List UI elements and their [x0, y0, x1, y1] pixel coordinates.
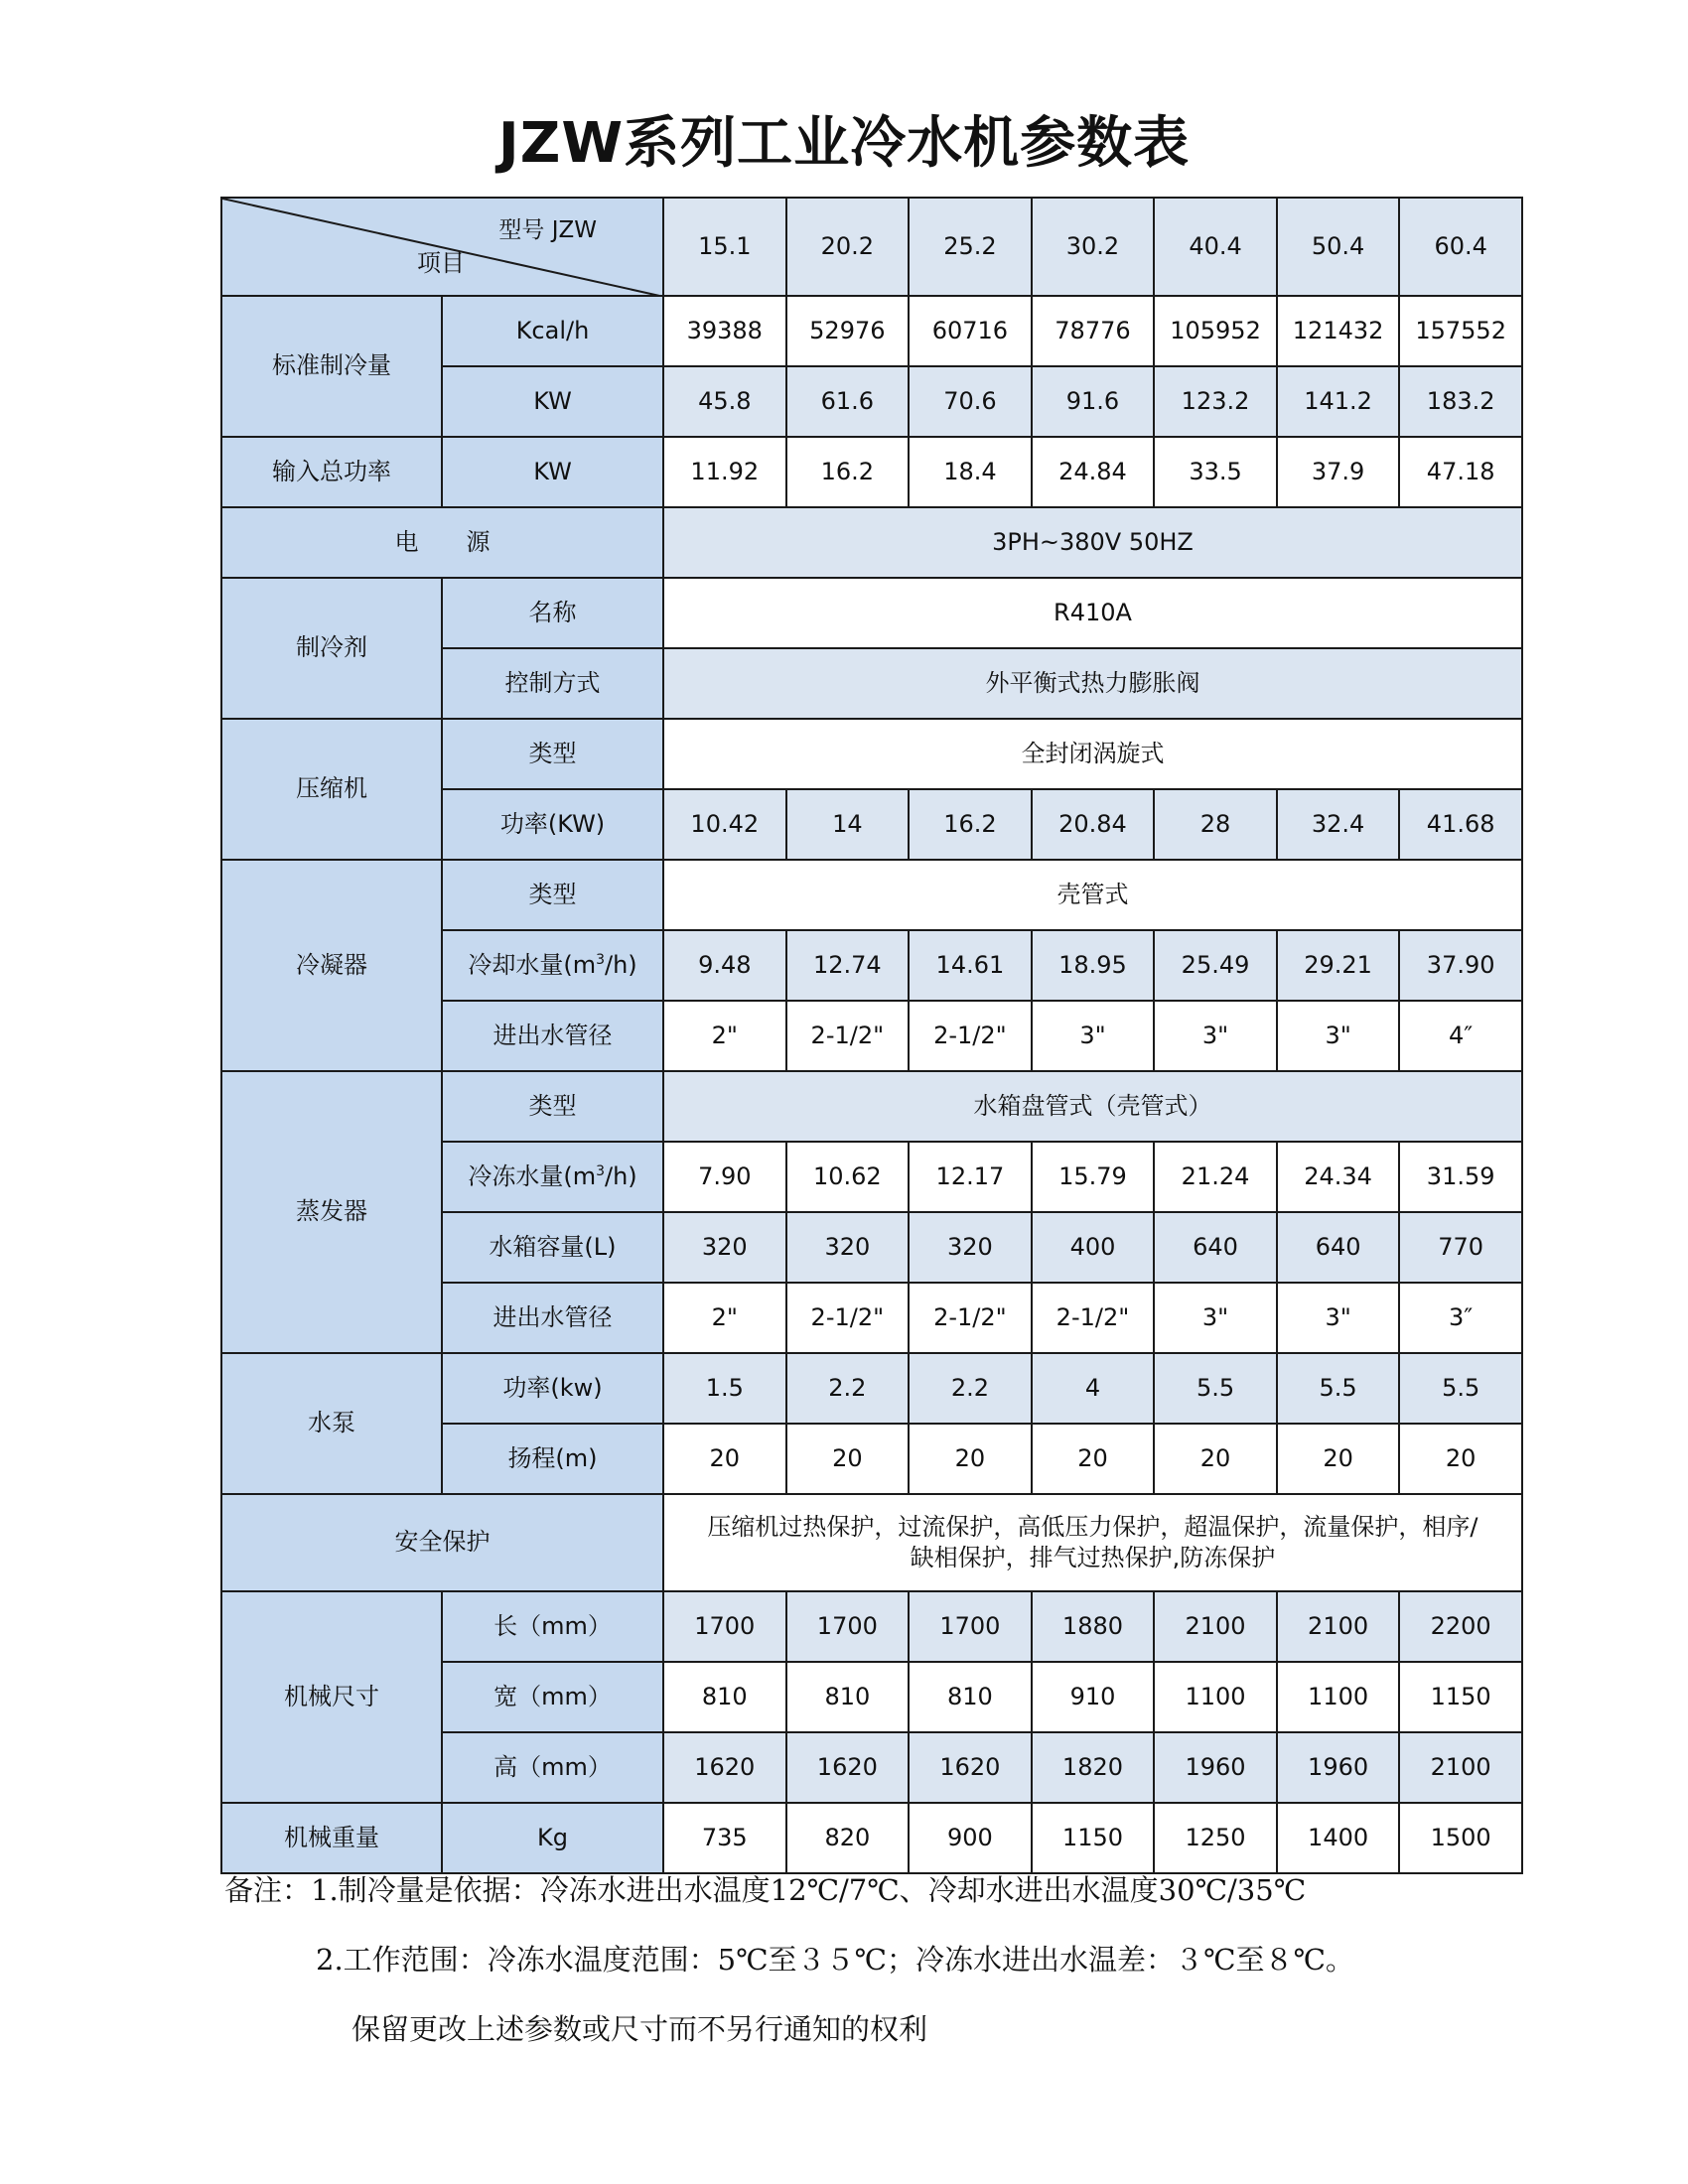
value-cell: 2100 [1399, 1732, 1522, 1803]
value-cell: 91.6 [1032, 366, 1155, 437]
model-cell: 40.4 [1154, 198, 1277, 296]
value-cell: 2.2 [909, 1353, 1032, 1424]
value-cell: 2-1/2" [786, 1283, 910, 1353]
safety-line-2: 缺相保护，排气过热保护,防冻保护 [910, 1544, 1276, 1571]
cooling-label: 标准制冷量 [221, 296, 442, 437]
power-supply-row [221, 507, 1522, 578]
item-label: 项目 [417, 249, 465, 277]
value-cell: 7.90 [663, 1142, 786, 1212]
value-cell: 41.68 [1399, 789, 1522, 860]
value-cell: 12.17 [909, 1142, 1032, 1212]
header-corner-cell [221, 198, 663, 296]
refrigerant-label: 制冷剂 [221, 578, 442, 719]
safety-line-1: 压缩机过热保护，过流保护，高低压力保护，超温保护，流量保护，相序/ [707, 1512, 1478, 1541]
value-cell: 1400 [1277, 1803, 1400, 1873]
value-cell: 4 [1032, 1353, 1155, 1424]
compressor-type-row [221, 719, 1522, 789]
value-cell: 2" [663, 1001, 786, 1071]
value-cell: 1150 [1032, 1803, 1155, 1873]
value-cell: 3" [1032, 1001, 1155, 1071]
evaporator-type-label: 类型 [442, 1071, 663, 1142]
weight-label: 机械重量 [221, 1803, 442, 1873]
value-cell: 1620 [663, 1732, 786, 1803]
value-cell: 14 [786, 789, 910, 860]
pump-label: 水泵 [221, 1353, 442, 1494]
dimensions-label: 机械尺寸 [221, 1591, 442, 1803]
dim-width-label: 宽（mm） [442, 1662, 663, 1732]
value-cell: 16.2 [786, 437, 910, 507]
value-cell: 28 [1154, 789, 1277, 860]
value-cell: 31.59 [1399, 1142, 1522, 1212]
value-cell: 900 [909, 1803, 1032, 1873]
note-line-2: 2.工作范围：冷冻水温度范围：5℃至３５℃；冷冻水进出水温差：３℃至８℃。 [316, 1943, 1354, 1977]
cooling-kcal-row [221, 296, 1522, 366]
safety-label: 安全保护 [221, 1494, 663, 1591]
value-cell: 2100 [1154, 1591, 1277, 1662]
safety-row [221, 1494, 1522, 1591]
value-cell: 52976 [786, 296, 910, 366]
model-cell: 15.1 [663, 198, 786, 296]
value-cell: 1960 [1277, 1732, 1400, 1803]
value-cell: 78776 [1032, 296, 1155, 366]
cooling-kcal-unit: Kcal/h [442, 296, 663, 366]
header-row [221, 198, 1522, 296]
value-cell: 10.42 [663, 789, 786, 860]
value-cell: 1960 [1154, 1732, 1277, 1803]
value-cell: 61.6 [786, 366, 910, 437]
value-cell: 1100 [1154, 1662, 1277, 1732]
dim-length-label: 长（mm） [442, 1591, 663, 1662]
value-cell: 21.24 [1154, 1142, 1277, 1212]
value-cell: 640 [1277, 1212, 1400, 1283]
value-cell: 2" [663, 1283, 786, 1353]
value-cell: 9.48 [663, 930, 786, 1001]
evaporator-tank-label: 水箱容量(L) [442, 1212, 663, 1283]
dim-length-row [221, 1591, 1522, 1662]
value-cell: 1620 [786, 1732, 910, 1803]
condenser-type-value: 壳管式 [663, 860, 1522, 930]
pump-power-label: 功率(kw) [442, 1353, 663, 1424]
refrigerant-control-label: 控制方式 [442, 648, 663, 719]
value-cell: 20 [1277, 1424, 1400, 1494]
value-cell: 810 [663, 1662, 786, 1732]
value-cell: 1880 [1032, 1591, 1155, 1662]
model-cell: 50.4 [1277, 198, 1400, 296]
value-cell: 18.95 [1032, 930, 1155, 1001]
weight-row [221, 1803, 1522, 1873]
value-cell: 24.34 [1277, 1142, 1400, 1212]
value-cell: 11.92 [663, 437, 786, 507]
spec-table [220, 197, 1523, 1874]
power-supply-value: 3PH~380V 50HZ [663, 507, 1522, 578]
value-cell: 45.8 [663, 366, 786, 437]
evaporator-pipe-label: 进出水管径 [442, 1283, 663, 1353]
compressor-type-label: 类型 [442, 719, 663, 789]
value-cell: 3" [1277, 1001, 1400, 1071]
refrigerant-name-value: R410A [663, 578, 1522, 648]
value-cell: 400 [1032, 1212, 1155, 1283]
value-cell: 3" [1154, 1283, 1277, 1353]
value-cell: 735 [663, 1803, 786, 1873]
condenser-label: 冷凝器 [221, 860, 442, 1071]
value-cell: 24.84 [1032, 437, 1155, 507]
power-supply-label: 电 源 [221, 507, 663, 578]
cooling-kw-unit: KW [442, 366, 663, 437]
value-cell: 5.5 [1154, 1353, 1277, 1424]
refrigerant-control-value: 外平衡式热力膨胀阀 [663, 648, 1522, 719]
weight-unit: Kg [442, 1803, 663, 1873]
value-cell: 33.5 [1154, 437, 1277, 507]
model-cell: 60.4 [1399, 198, 1522, 296]
value-cell: 910 [1032, 1662, 1155, 1732]
model-cell: 20.2 [786, 198, 910, 296]
value-cell: 70.6 [909, 366, 1032, 437]
value-cell: 20 [1154, 1424, 1277, 1494]
value-cell: 37.9 [1277, 437, 1400, 507]
value-cell: 1100 [1277, 1662, 1400, 1732]
value-cell: 10.62 [786, 1142, 910, 1212]
value-cell: 20 [1032, 1424, 1155, 1494]
evaporator-label: 蒸发器 [221, 1071, 442, 1353]
condenser-flow-label: 冷却水量$(m^3/h)$ [442, 930, 663, 1001]
value-cell: 20 [1399, 1424, 1522, 1494]
value-cell: 810 [909, 1662, 1032, 1732]
value-cell: 3" [1154, 1001, 1277, 1071]
value-cell: 1250 [1154, 1803, 1277, 1873]
value-cell: 320 [663, 1212, 786, 1283]
evaporator-type-value: 水箱盘管式（壳管式） [663, 1071, 1522, 1142]
input-power-unit: KW [442, 437, 663, 507]
evaporator-type-row [221, 1071, 1522, 1142]
pump-head-label: 扬程(m) [442, 1424, 663, 1494]
value-cell: 2-1/2" [909, 1283, 1032, 1353]
value-cell: 2-1/2" [1032, 1283, 1155, 1353]
refrigerant-name-label: 名称 [442, 578, 663, 648]
value-cell: 37.90 [1399, 930, 1522, 1001]
compressor-label: 压缩机 [221, 719, 442, 860]
note-line-3: 保留更改上述参数或尺寸而不另行通知的权利 [352, 2012, 928, 2046]
value-cell: 1.5 [663, 1353, 786, 1424]
value-cell: 25.49 [1154, 930, 1277, 1001]
safety-value [663, 1494, 1522, 1591]
value-cell: 2100 [1277, 1591, 1400, 1662]
page-title: JZW系列工业冷水机参数表 [497, 111, 1191, 176]
value-cell: 20 [663, 1424, 786, 1494]
value-cell: 16.2 [909, 789, 1032, 860]
input-power-row [221, 437, 1522, 507]
value-cell: 5.5 [1277, 1353, 1400, 1424]
value-cell: 105952 [1154, 296, 1277, 366]
value-cell: 3″ [1399, 1283, 1522, 1353]
refrigerant-name-row [221, 578, 1522, 648]
dim-height-label: 高（mm） [442, 1732, 663, 1803]
value-cell: 1150 [1399, 1662, 1522, 1732]
value-cell: 20 [786, 1424, 910, 1494]
value-cell: 320 [909, 1212, 1032, 1283]
value-cell: 2-1/2" [909, 1001, 1032, 1071]
model-label: 型号 JZW [498, 217, 597, 243]
value-cell: 29.21 [1277, 930, 1400, 1001]
value-cell: 810 [786, 1662, 910, 1732]
value-cell: 1700 [786, 1591, 910, 1662]
value-cell: 20 [909, 1424, 1032, 1494]
compressor-power-label: 功率(KW) [442, 789, 663, 860]
value-cell: 2.2 [786, 1353, 910, 1424]
model-cell: 30.2 [1032, 198, 1155, 296]
value-cell: 640 [1154, 1212, 1277, 1283]
value-cell: 39388 [663, 296, 786, 366]
note-line-1: 备注：1.制冷量是依据：冷冻水进出水温度12℃/7℃、冷却水进出水温度30℃/35℃ [224, 1873, 1307, 1907]
value-cell: 3" [1277, 1283, 1400, 1353]
value-cell: 32.4 [1277, 789, 1400, 860]
value-cell: 12.74 [786, 930, 910, 1001]
compressor-type-value: 全封闭涡旋式 [663, 719, 1522, 789]
value-cell: 123.2 [1154, 366, 1277, 437]
value-cell: 5.5 [1399, 1353, 1522, 1424]
value-cell: 183.2 [1399, 366, 1522, 437]
value-cell: 141.2 [1277, 366, 1400, 437]
value-cell: 18.4 [909, 437, 1032, 507]
value-cell: 1820 [1032, 1732, 1155, 1803]
value-cell: 20.84 [1032, 789, 1155, 860]
input-power-label: 输入总功率 [221, 437, 442, 507]
value-cell: 4″ [1399, 1001, 1522, 1071]
model-cell: 25.2 [909, 198, 1032, 296]
value-cell: 320 [786, 1212, 910, 1283]
value-cell: 14.61 [909, 930, 1032, 1001]
value-cell: 47.18 [1399, 437, 1522, 507]
condenser-type-row [221, 860, 1522, 930]
condenser-pipe-label: 进出水管径 [442, 1001, 663, 1071]
evaporator-flow-label: 冷冻水量$(m^3/h)$ [442, 1142, 663, 1212]
pump-power-row [221, 1353, 1522, 1424]
value-cell: 60716 [909, 296, 1032, 366]
value-cell: 157552 [1399, 296, 1522, 366]
value-cell: 121432 [1277, 296, 1400, 366]
value-cell: 1700 [663, 1591, 786, 1662]
value-cell: 2200 [1399, 1591, 1522, 1662]
value-cell: 2-1/2" [786, 1001, 910, 1071]
value-cell: 1500 [1399, 1803, 1522, 1873]
value-cell: 1620 [909, 1732, 1032, 1803]
value-cell: 1700 [909, 1591, 1032, 1662]
value-cell: 770 [1399, 1212, 1522, 1283]
value-cell: 820 [786, 1803, 910, 1873]
value-cell: 15.79 [1032, 1142, 1155, 1212]
condenser-type-label: 类型 [442, 860, 663, 930]
